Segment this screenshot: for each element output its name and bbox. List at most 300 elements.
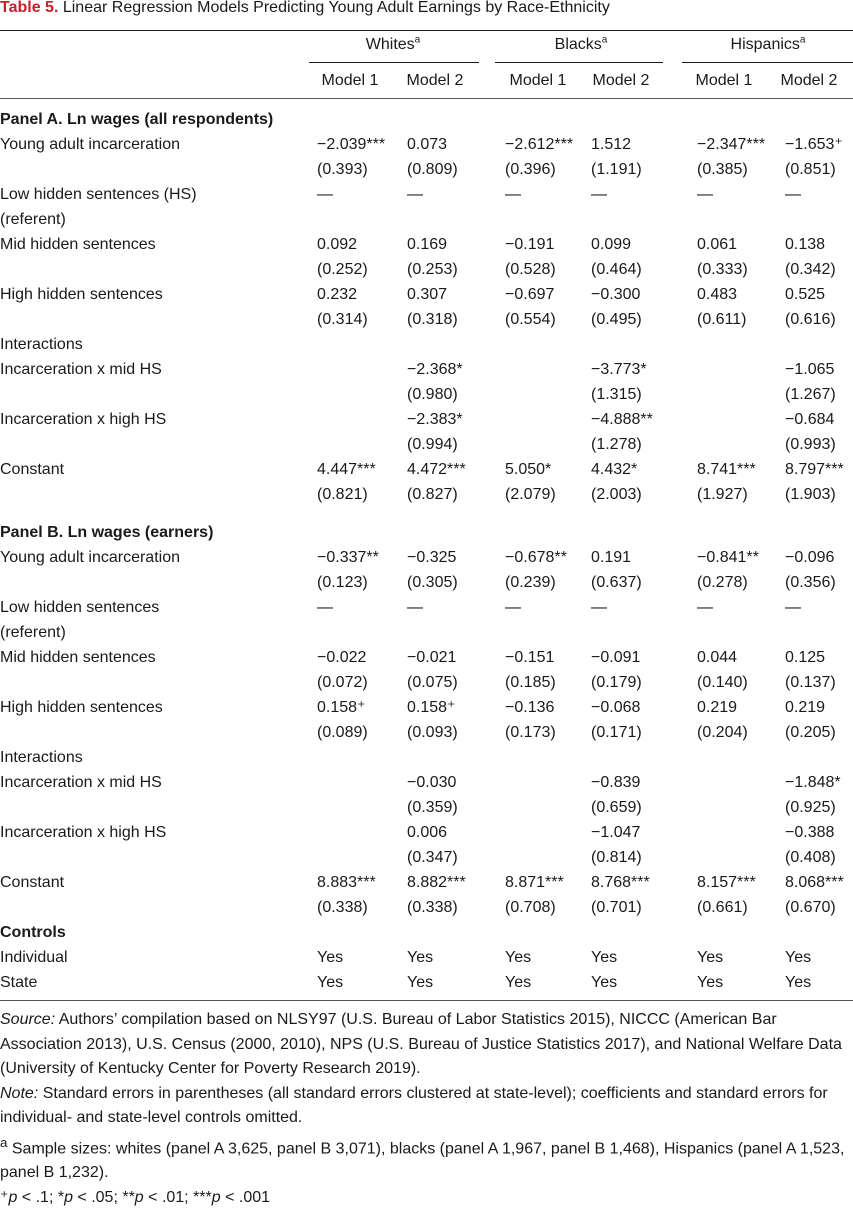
- table-cell: [501, 207, 587, 232]
- row-label: Interactions: [0, 336, 83, 353]
- table-cell: (0.314): [317, 311, 368, 328]
- significance-footnote: ⁺p < .1; *p < .05; **p < .01; ***p < .001: [0, 1188, 271, 1206]
- table-cell: 0.191: [591, 549, 632, 566]
- table-cell: [693, 920, 781, 945]
- row-label: (referent): [0, 624, 66, 641]
- table-row: [0, 207, 853, 232]
- row-label: [0, 795, 305, 820]
- table-row: [0, 745, 853, 770]
- table-cell: [501, 357, 587, 382]
- row-label: [0, 432, 305, 457]
- row-label: Panel A. Ln wages (all respondents): [0, 111, 274, 128]
- row-label: [0, 482, 305, 507]
- table-cell: (0.925): [785, 799, 836, 816]
- table-notes: [0, 1008, 848, 1210]
- group-rule-whites: [309, 62, 479, 63]
- table-cell: [693, 407, 781, 432]
- row-label: [0, 382, 305, 407]
- table-row: [0, 645, 853, 670]
- table-cell: [587, 507, 693, 520]
- table-cell: (0.093): [407, 724, 458, 741]
- table-cell: (0.821): [317, 486, 368, 503]
- table-cell: 8.157***: [697, 874, 756, 891]
- table-cell: (0.333): [697, 261, 748, 278]
- table-cell: 5.050*: [505, 461, 552, 478]
- table-cell: [693, 770, 781, 795]
- table-cell: (0.072): [317, 674, 368, 691]
- table-cell: [781, 920, 853, 945]
- table-cell: —: [697, 186, 713, 203]
- row-label: High hidden sentences: [0, 699, 163, 716]
- table-row: [0, 282, 853, 307]
- table-cell: [305, 620, 403, 645]
- sample-size-footnote: $^a$ Sample sizes: whites (panel A 3,625, panel B 3,071), blacks (panel A 1,967, panel B 1,468), Hispanics (panel A 1,523, panel B 1,232).: [0, 1134, 845, 1182]
- table-cell: [781, 207, 853, 232]
- row-label: Mid hidden sentences: [0, 649, 156, 666]
- table-cell: [305, 107, 403, 132]
- table-cell: (0.464): [591, 261, 642, 278]
- table-cell: 0.158⁺: [317, 699, 366, 716]
- table-cell: [781, 507, 853, 520]
- table-cell: —: [317, 186, 333, 203]
- table-cell: [501, 382, 587, 407]
- table-cell: −0.091: [591, 649, 641, 666]
- table-cell: [501, 820, 587, 845]
- table-cell: (0.408): [785, 849, 836, 866]
- table-cell: 0.525: [785, 286, 826, 303]
- header-rule: [0, 98, 853, 99]
- table-cell: [501, 795, 587, 820]
- table-cell: (0.616): [785, 311, 836, 328]
- table-cell: Yes: [505, 974, 532, 991]
- table-row: [0, 770, 853, 795]
- table-cell: (0.137): [785, 674, 836, 691]
- table-cell: −0.021: [407, 649, 457, 666]
- row-label: [0, 895, 305, 920]
- table-cell: (0.173): [505, 724, 556, 741]
- row-label: [0, 307, 305, 332]
- table-row: [0, 457, 853, 482]
- table-cell: [305, 745, 403, 770]
- table-cell: (0.140): [697, 674, 748, 691]
- group-rule-hispanics: [682, 62, 853, 63]
- table-cell: Yes: [697, 949, 724, 966]
- table-row: [0, 895, 853, 920]
- table-cell: [587, 620, 693, 645]
- table-cell: [693, 332, 781, 357]
- table-cell: (0.814): [591, 849, 642, 866]
- group-header-blacks: Blacks$^a$: [554, 34, 608, 53]
- table-cell: [693, 507, 781, 520]
- table-row: [0, 432, 853, 457]
- table-row: [0, 507, 853, 520]
- table-cell: —: [317, 599, 333, 616]
- table-cell: [305, 820, 403, 845]
- table-cell: (0.637): [591, 574, 642, 591]
- table-cell: (0.278): [697, 574, 748, 591]
- table-cell: (0.708): [505, 899, 556, 916]
- table-cell: (0.661): [697, 899, 748, 916]
- table-cell: (1.315): [591, 386, 642, 403]
- table-cell: [501, 407, 587, 432]
- table-cell: −2.383*: [407, 411, 463, 428]
- table-cell: (0.338): [317, 899, 368, 916]
- table-cell: [501, 620, 587, 645]
- table-cell: −0.022: [317, 649, 367, 666]
- table-cell: [501, 845, 587, 870]
- table-row: [0, 970, 853, 995]
- table-cell: Yes: [591, 949, 618, 966]
- table-cell: 0.061: [697, 236, 738, 253]
- row-label: Incarceration x mid HS: [0, 774, 162, 791]
- table-row: [0, 795, 853, 820]
- table-cell: −0.068: [591, 699, 641, 716]
- table-cell: [501, 432, 587, 457]
- table-cell: (1.267): [785, 386, 836, 403]
- row-label: Constant: [0, 461, 65, 478]
- table-cell: [781, 107, 853, 132]
- table-cell: 1.512: [591, 136, 632, 153]
- table-cell: [305, 920, 403, 945]
- table-cell: −0.030: [407, 774, 457, 791]
- table-title: [0, 0, 610, 17]
- table-cell: −0.684: [785, 411, 835, 428]
- table-cell: 8.768***: [591, 874, 650, 891]
- table-row: [0, 620, 853, 645]
- table-row: [0, 570, 853, 595]
- table-cell: (0.528): [505, 261, 556, 278]
- table-cell: [403, 920, 501, 945]
- table-row: [0, 382, 853, 407]
- row-label: Low hidden sentences (HS): [0, 186, 197, 203]
- table-cell: −0.841**: [697, 549, 759, 566]
- table-cell: (0.089): [317, 724, 368, 741]
- table-cell: —: [785, 186, 801, 203]
- table-cell: 0.232: [317, 286, 358, 303]
- table-row: [0, 670, 853, 695]
- table-cell: (0.356): [785, 574, 836, 591]
- table-cell: −2.368*: [407, 361, 463, 378]
- table-cell: [693, 745, 781, 770]
- row-label: High hidden sentences: [0, 286, 163, 303]
- table-cell: (0.396): [505, 161, 556, 178]
- table-cell: 0.073: [407, 136, 448, 153]
- model-header: Model 1: [695, 72, 753, 89]
- table-cell: 0.219: [785, 699, 826, 716]
- model-header: Model 2: [592, 72, 650, 89]
- table-cell: [305, 357, 403, 382]
- row-label: (referent): [0, 211, 66, 228]
- model-header: Model 2: [406, 72, 464, 89]
- row-label: Individual: [0, 949, 68, 966]
- table-cell: 4.432*: [591, 461, 638, 478]
- table-cell: −0.697: [505, 286, 555, 303]
- table-row: [0, 545, 853, 570]
- row-label: Interactions: [0, 749, 83, 766]
- group-header-hispanics: Hispanics$^a$: [730, 34, 806, 53]
- table-row: [0, 232, 853, 257]
- table-row: [0, 482, 853, 507]
- table-cell: —: [591, 186, 607, 203]
- table-cell: [781, 332, 853, 357]
- table-cell: −1.065: [785, 361, 835, 378]
- table-cell: [305, 770, 403, 795]
- table-cell: —: [407, 599, 423, 616]
- table-cell: [781, 520, 853, 545]
- table-row: [0, 332, 853, 357]
- table-row: [0, 157, 853, 182]
- table-cell: [403, 745, 501, 770]
- row-label: [0, 507, 305, 520]
- table-cell: 8.068***: [785, 874, 844, 891]
- table-cell: −0.151: [505, 649, 555, 666]
- table-cell: Yes: [407, 974, 434, 991]
- table-cell: [305, 507, 403, 520]
- table-cell: 8.797***: [785, 461, 844, 478]
- table-cell: −0.678**: [505, 549, 567, 566]
- bottom-rule: [0, 1000, 853, 1001]
- table-title-text: Linear Regression Models Predicting Young Adult Earnings by Race-Ethnicity: [62, 0, 610, 16]
- table-cell: [693, 820, 781, 845]
- table-cell: Yes: [697, 974, 724, 991]
- table-row: [0, 720, 853, 745]
- table-cell: [501, 332, 587, 357]
- table-cell: (0.611): [697, 311, 747, 328]
- row-label: Mid hidden sentences: [0, 236, 156, 253]
- row-label: Constant: [0, 874, 65, 891]
- row-label: State: [0, 974, 38, 991]
- table-row: [0, 407, 853, 432]
- table-cell: [305, 382, 403, 407]
- table-cell: [403, 332, 501, 357]
- table-cell: [403, 107, 501, 132]
- regression-table: [0, 107, 853, 995]
- table-cell: 0.099: [591, 236, 632, 253]
- table-cell: (2.003): [591, 486, 642, 503]
- table-cell: [305, 432, 403, 457]
- table-cell: [305, 332, 403, 357]
- top-rule: [0, 30, 853, 31]
- table-cell: (0.252): [317, 261, 368, 278]
- table-cell: (0.980): [407, 386, 458, 403]
- table-cell: [587, 745, 693, 770]
- table-cell: [305, 845, 403, 870]
- table-cell: −3.773*: [591, 361, 647, 378]
- source-note: Source: Authors’ compilation based on NLSY97 (U.S. Bureau of Labor Statistics 2015), NICCC (American Bar Association 2013), U.S. Census (2000, 2010), NPS (U.S. Bureau of Justice Statistics 2017), and National Welfare Data (University of Kentucky Center for Poverty Research 2019).: [0, 1011, 842, 1077]
- table-cell: [305, 520, 403, 545]
- table-cell: —: [407, 186, 423, 203]
- table-cell: −0.136: [505, 699, 555, 716]
- table-cell: 0.219: [697, 699, 738, 716]
- table-cell: (0.809): [407, 161, 458, 178]
- table-cell: (0.495): [591, 311, 642, 328]
- table-cell: (0.318): [407, 311, 458, 328]
- row-label: Panel B. Ln wages (earners): [0, 524, 214, 541]
- table-cell: [501, 507, 587, 520]
- table-cell: −0.191: [505, 236, 555, 253]
- table-cell: 0.125: [785, 649, 826, 666]
- table-cell: [501, 520, 587, 545]
- table-cell: −0.388: [785, 824, 835, 841]
- model-header: Model 1: [321, 72, 379, 89]
- table-row: [0, 945, 853, 970]
- table-cell: 0.138: [785, 236, 826, 253]
- table-cell: [403, 507, 501, 520]
- table-cell: —: [505, 186, 521, 203]
- table-cell: (0.253): [407, 261, 458, 278]
- table-cell: [693, 382, 781, 407]
- table-cell: [693, 845, 781, 870]
- general-note: Note: Standard errors in parentheses (all standard errors clustered at state-level); coefficients and standard errors for individual- and state-level controls omitted.: [0, 1084, 828, 1126]
- table-cell: (0.659): [591, 799, 642, 816]
- table-cell: (0.205): [785, 724, 836, 741]
- row-label: [0, 670, 305, 695]
- table-cell: —: [591, 599, 607, 616]
- table-cell: −0.839: [591, 774, 641, 791]
- table-cell: (1.903): [785, 486, 836, 503]
- table-cell: [693, 207, 781, 232]
- table-cell: (0.204): [697, 724, 748, 741]
- table-cell: (0.701): [591, 899, 642, 916]
- table-row: [0, 182, 853, 207]
- table-cell: −0.325: [407, 549, 457, 566]
- table-cell: [693, 795, 781, 820]
- table-cell: [693, 357, 781, 382]
- table-cell: 0.483: [697, 286, 738, 303]
- table-cell: [305, 207, 403, 232]
- table-cell: (0.994): [407, 436, 458, 453]
- table-row: [0, 695, 853, 720]
- table-cell: (0.239): [505, 574, 556, 591]
- table-cell: (0.171): [591, 724, 642, 741]
- table-cell: −0.096: [785, 549, 835, 566]
- table-cell: −1.047: [591, 824, 641, 841]
- table-cell: 4.472***: [407, 461, 466, 478]
- row-label: [0, 157, 305, 182]
- table-cell: —: [697, 599, 713, 616]
- table-cell: −2.612***: [505, 136, 574, 153]
- table-cell: [693, 620, 781, 645]
- table-cell: [693, 520, 781, 545]
- table-cell: —: [505, 599, 521, 616]
- row-label: Low hidden sentences: [0, 599, 160, 616]
- table-cell: [587, 207, 693, 232]
- row-label: [0, 845, 305, 870]
- table-cell: (0.385): [697, 161, 748, 178]
- table-row: [0, 357, 853, 382]
- row-label: Young adult incarceration: [0, 549, 180, 566]
- table-cell: 0.169: [407, 236, 448, 253]
- table-cell: [693, 107, 781, 132]
- table-title-label: Table 5.: [0, 0, 59, 16]
- table-cell: (0.347): [407, 849, 458, 866]
- table-cell: [403, 207, 501, 232]
- table-cell: [587, 520, 693, 545]
- table-cell: Yes: [317, 949, 344, 966]
- table-cell: [587, 920, 693, 945]
- table-cell: −2.039***: [317, 136, 386, 153]
- row-label: [0, 720, 305, 745]
- table-cell: 0.307: [407, 286, 448, 303]
- table-cell: (0.179): [591, 674, 642, 691]
- row-label: Incarceration x high HS: [0, 824, 167, 841]
- table-row: [0, 595, 853, 620]
- table-cell: [305, 795, 403, 820]
- table-cell: −2.347***: [697, 136, 766, 153]
- table-cell: 8.871***: [505, 874, 564, 891]
- table-cell: 0.006: [407, 824, 448, 841]
- table-cell: Yes: [785, 949, 812, 966]
- table-cell: [781, 620, 853, 645]
- table-cell: Yes: [785, 974, 812, 991]
- table-cell: −0.300: [591, 286, 641, 303]
- table-cell: Yes: [591, 974, 618, 991]
- table-cell: (0.359): [407, 799, 458, 816]
- table-cell: (1.278): [591, 436, 642, 453]
- table-cell: 8.882***: [407, 874, 466, 891]
- table-row: [0, 820, 853, 845]
- table-cell: (0.393): [317, 161, 368, 178]
- table-row: [0, 132, 853, 157]
- table-cell: (0.342): [785, 261, 836, 278]
- table-cell: Yes: [505, 949, 532, 966]
- row-label: Incarceration x high HS: [0, 411, 167, 428]
- panel-heading-row: [0, 520, 853, 545]
- model-header: Model 2: [780, 72, 838, 89]
- table-cell: (1.191): [591, 161, 642, 178]
- table-cell: (1.927): [697, 486, 748, 503]
- row-label: Controls: [0, 924, 66, 941]
- table-cell: (0.305): [407, 574, 458, 591]
- row-label: [0, 257, 305, 282]
- table-row: [0, 870, 853, 895]
- table-cell: Yes: [317, 974, 344, 991]
- table-cell: [781, 745, 853, 770]
- row-label: Incarceration x mid HS: [0, 361, 162, 378]
- table-cell: 0.044: [697, 649, 738, 666]
- table-cell: [587, 332, 693, 357]
- table-cell: (0.185): [505, 674, 556, 691]
- table-cell: −4.888**: [591, 411, 653, 428]
- table-cell: 0.158⁺: [407, 699, 456, 716]
- table-cell: (0.338): [407, 899, 458, 916]
- group-rule-blacks: [495, 62, 663, 63]
- table-cell: 4.447***: [317, 461, 376, 478]
- table-cell: [587, 107, 693, 132]
- panel-heading-row: [0, 920, 853, 945]
- group-header-whites: Whites$^a$: [365, 34, 421, 53]
- table-cell: −0.337**: [317, 549, 379, 566]
- table-row: [0, 845, 853, 870]
- table-cell: —: [785, 599, 801, 616]
- table-cell: (0.851): [785, 161, 836, 178]
- table-cell: −1.653⁺: [785, 136, 843, 153]
- table-cell: [501, 745, 587, 770]
- table-cell: (0.993): [785, 436, 836, 453]
- table-cell: (0.670): [785, 899, 836, 916]
- model-header: Model 1: [509, 72, 567, 89]
- table-cell: Yes: [407, 949, 434, 966]
- table-cell: [501, 770, 587, 795]
- table-cell: [403, 520, 501, 545]
- table-row: [0, 257, 853, 282]
- table-cell: [403, 620, 501, 645]
- table-cell: (0.554): [505, 311, 556, 328]
- table-cell: [501, 107, 587, 132]
- table-cell: 8.883***: [317, 874, 376, 891]
- table-row: [0, 307, 853, 332]
- table-cell: [693, 432, 781, 457]
